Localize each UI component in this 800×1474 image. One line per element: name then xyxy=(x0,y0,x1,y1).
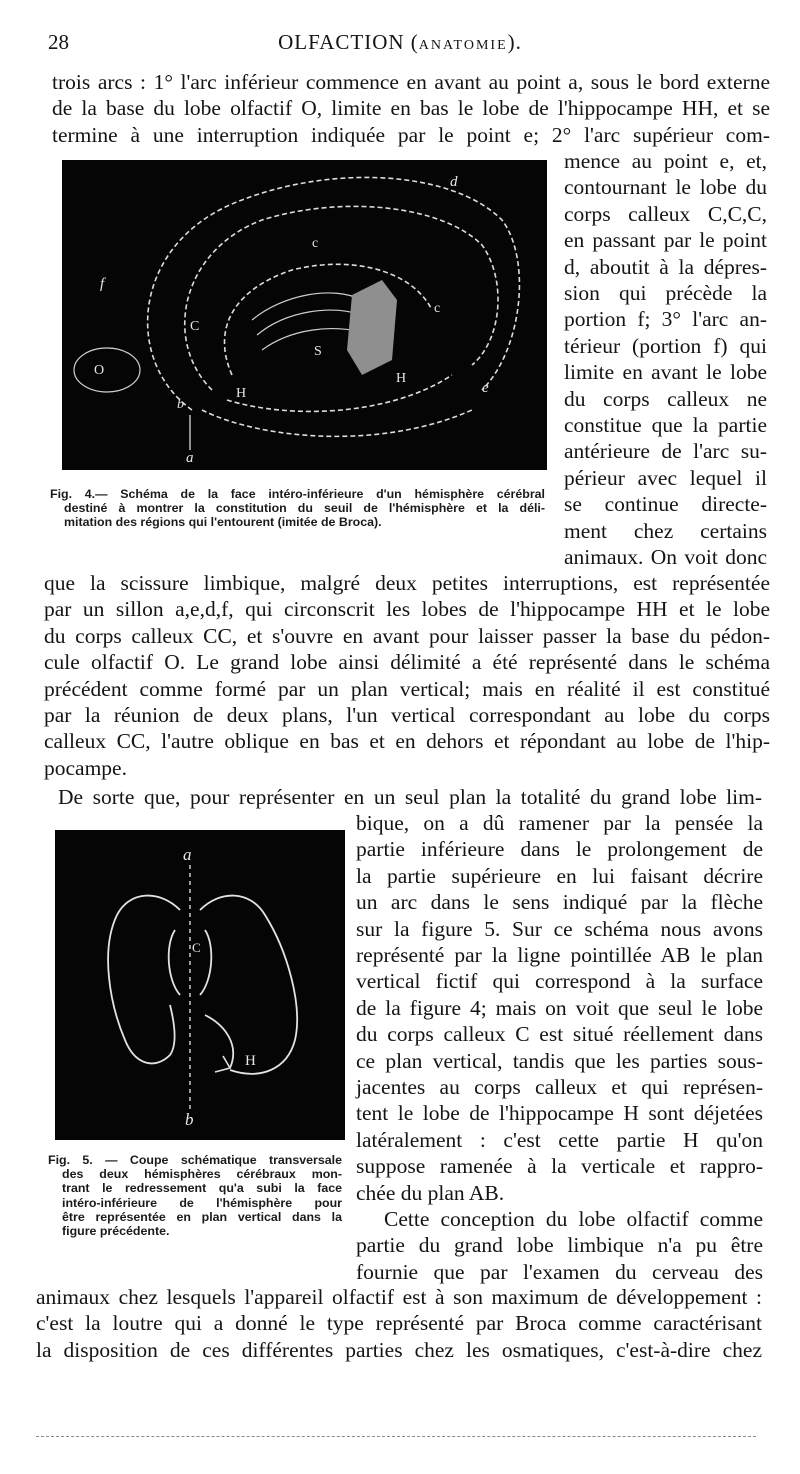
figure-5-svg xyxy=(55,830,345,1140)
fig4-label-h2: H xyxy=(396,371,407,386)
text-line: contournant le lobe du xyxy=(564,175,767,200)
paragraph-3-bottom xyxy=(36,1284,762,1363)
fig4-label-f: f xyxy=(100,276,105,292)
paragraph-1-top xyxy=(52,69,770,148)
fig4-label-c1: c xyxy=(312,236,319,251)
fig4-label-a: a xyxy=(186,450,194,466)
caption-line: être représentée en plan vertical dans la xyxy=(62,1209,342,1224)
fig4-label-d: d xyxy=(450,174,458,190)
fig5-label-a: a xyxy=(183,845,192,864)
figure-5-diagram xyxy=(55,830,345,1140)
text-line: calleux CC, l'autre oblique en bas et en dehors et répondant au lobe de l'hip- xyxy=(44,729,770,754)
running-title xyxy=(0,30,800,55)
text-line: tent le lobe de l'hippocampe H sont déjetées xyxy=(356,1101,763,1126)
right-inner-fold xyxy=(200,930,211,995)
text-line: constitue que la partie xyxy=(564,413,767,438)
text-line: du corps calleux ne xyxy=(564,386,767,411)
text-line: du corps calleux C est situé réellement dans xyxy=(356,1022,763,1047)
paragraph-1-side-column xyxy=(564,148,767,571)
olfactory-lobe xyxy=(74,348,140,392)
text-line: portion f; 3° l'arc an- xyxy=(564,307,767,332)
fig5-label-c: C xyxy=(192,940,201,955)
caption-line: Fig. 4.— Schéma de la face intéro-inférieure d'un hémisphère cérébral xyxy=(50,487,545,501)
text-line: la partie supérieure en lui faisant décrire xyxy=(356,863,763,888)
fig5-label-h: H xyxy=(245,1053,256,1069)
inner-arc xyxy=(225,264,433,375)
text-line: latéralement : c'est cette partie H qu'on xyxy=(356,1127,763,1152)
text-line: chée du plan AB. xyxy=(356,1180,505,1205)
paragraph-2-top xyxy=(44,784,762,810)
fig4-label-c3: C xyxy=(190,319,200,334)
text-line: périeur avec lequel il xyxy=(564,465,767,490)
caption-line: Fig. 5. — Coupe schématique transversale xyxy=(48,1153,342,1167)
text-line: jacentes au corps calleux et qui représen- xyxy=(356,1075,763,1100)
corpus-callosum-shading xyxy=(347,280,397,375)
running-header xyxy=(0,30,800,60)
caption-line: figure précédente. xyxy=(62,1224,170,1239)
text-line: térieur (portion f) qui xyxy=(564,333,767,358)
caption-line: mitation des régions qui l'entourent (imitée de Broca). xyxy=(64,515,382,530)
hippocampus-arc xyxy=(227,375,452,411)
figure-4-diagram xyxy=(62,160,547,470)
running-title-end: ). xyxy=(507,30,522,54)
text-line: De sorte que, pour représenter en un seul plan la totalité du grand lobe lim- xyxy=(58,785,762,809)
upper-arc xyxy=(185,206,498,390)
text-line: un arc dans le sens indiqué par la flèche xyxy=(356,890,763,915)
text-line: la disposition de ces différentes parties chez les osmatiques, c'est-à-dire chez xyxy=(36,1337,762,1362)
text-line: ce plan vertical, tandis que les parties sous- xyxy=(356,1048,763,1073)
text-line: Cette conception du lobe olfactif comme xyxy=(384,1207,763,1231)
figure-5-caption xyxy=(48,1153,342,1238)
fig5-label-b: b xyxy=(185,1110,194,1129)
caption-line: des deux hémisphères cérébraux mon- xyxy=(62,1167,342,1182)
paragraph-1-bottom xyxy=(44,570,770,781)
fig4-label-b: b xyxy=(177,397,184,412)
running-title-main: OLFACTION ( xyxy=(278,30,419,54)
caption-line: intéro-inférieure de l'hémisphère pour xyxy=(62,1195,342,1210)
text-line: sion qui précède la xyxy=(564,281,767,306)
page-number: 28 xyxy=(48,30,69,54)
text-line: antérieure de l'arc su- xyxy=(564,439,767,464)
text-line: suppose ramenée à la verticale et rappro- xyxy=(356,1154,763,1179)
text-line: par un sillon a,e,d,f, qui circonscrit les lobes de l'hippocampe HH et le lobe xyxy=(44,597,770,622)
outer-arc xyxy=(148,177,520,410)
caption-line: destiné à montrer la constitution du seuil de l'hémisphère et la déli- xyxy=(64,501,545,516)
right-hemisphere-outline xyxy=(200,896,297,1074)
fig4-label-e: e xyxy=(482,380,489,396)
caption-line: trant le redressement qu'a subi la face xyxy=(62,1181,342,1196)
text-line: trois arcs : 1° l'arc inférieur commence en avant au point a, sous le bord externe xyxy=(52,70,770,94)
text-line: partie inférieure dans le prolongement de xyxy=(356,837,763,862)
text-line: du corps calleux CC, et s'ouvre en avant pour laisser passer la base du pédon- xyxy=(44,623,770,648)
figure-4-caption xyxy=(50,487,545,530)
hippocampus-arrow-head xyxy=(215,1056,230,1072)
running-title-small: ANATOMIE xyxy=(418,38,508,53)
text-line: vertical fictif qui correspond à la surface xyxy=(356,969,763,994)
paragraph-3-side-column xyxy=(356,1206,763,1285)
lower-arc xyxy=(202,410,472,436)
text-line: en passant par le point xyxy=(564,228,767,253)
text-line: sur la figure 5. Sur ce schéma nous avons xyxy=(356,916,763,941)
fig4-label-h1: H xyxy=(236,386,247,401)
text-line: limite en avant le lobe xyxy=(564,360,767,385)
text-line: par la réunion de deux plans, l'un vertical correspondant au lobe du corps xyxy=(44,703,770,728)
hippocampus-arrow-curve xyxy=(205,1015,233,1068)
text-line: bique, on a dû ramener par la pensée la xyxy=(356,811,763,835)
text-line: animaux chez lesquels l'appareil olfactif est à son maximum de développement : xyxy=(36,1285,762,1309)
text-line: c'est la loutre qui a donné le type représenté par Broca comme caractérisant xyxy=(36,1311,762,1336)
text-line: fournie que par l'examen du cerveau des xyxy=(356,1259,763,1284)
left-inner-fold xyxy=(169,930,180,995)
text-line: d, aboutit à la dépres- xyxy=(564,254,767,279)
bottom-dashed-rule xyxy=(36,1436,756,1438)
text-line: précédent comme formé par un plan vertical; mais en réalité il est constitué xyxy=(44,676,770,701)
text-line: de la base du lobe olfactif O, limite en bas le lobe de l'hippocampe HH, et se xyxy=(52,96,770,121)
fig4-label-o: O xyxy=(94,363,105,378)
text-line: se continue directe- xyxy=(564,492,767,517)
figure-4-svg xyxy=(62,160,547,470)
text-line: que la scissure limbique, malgré deux petites interruptions, est représentée xyxy=(44,571,770,595)
text-line: cule olfactif O. Le grand lobe ainsi délimité a été représenté dans le schéma xyxy=(44,650,770,675)
left-hemisphere-outline xyxy=(108,896,180,1064)
text-line: partie du grand lobe limbique n'a pu être xyxy=(356,1233,763,1258)
fig4-label-c2: c xyxy=(434,301,441,316)
paragraph-2-side-column xyxy=(356,810,763,1206)
text-line: corps calleux C,C,C, xyxy=(564,201,767,226)
text-line: représenté par la ligne pointillée AB le plan xyxy=(356,943,763,968)
fig4-label-s: S xyxy=(314,344,322,359)
text-line: de la figure 4; mais on voit que seul le lobe xyxy=(356,995,763,1020)
text-line: termine à une interruption indiquée par le point e; 2° l'arc supérieur com- xyxy=(52,122,770,147)
text-line: pocampe. xyxy=(44,755,127,780)
septum-lines xyxy=(252,293,362,350)
text-line: ment chez certains xyxy=(564,518,767,543)
text-line: animaux. On voit donc xyxy=(564,545,767,570)
text-line: mence au point e, et, xyxy=(564,149,767,173)
